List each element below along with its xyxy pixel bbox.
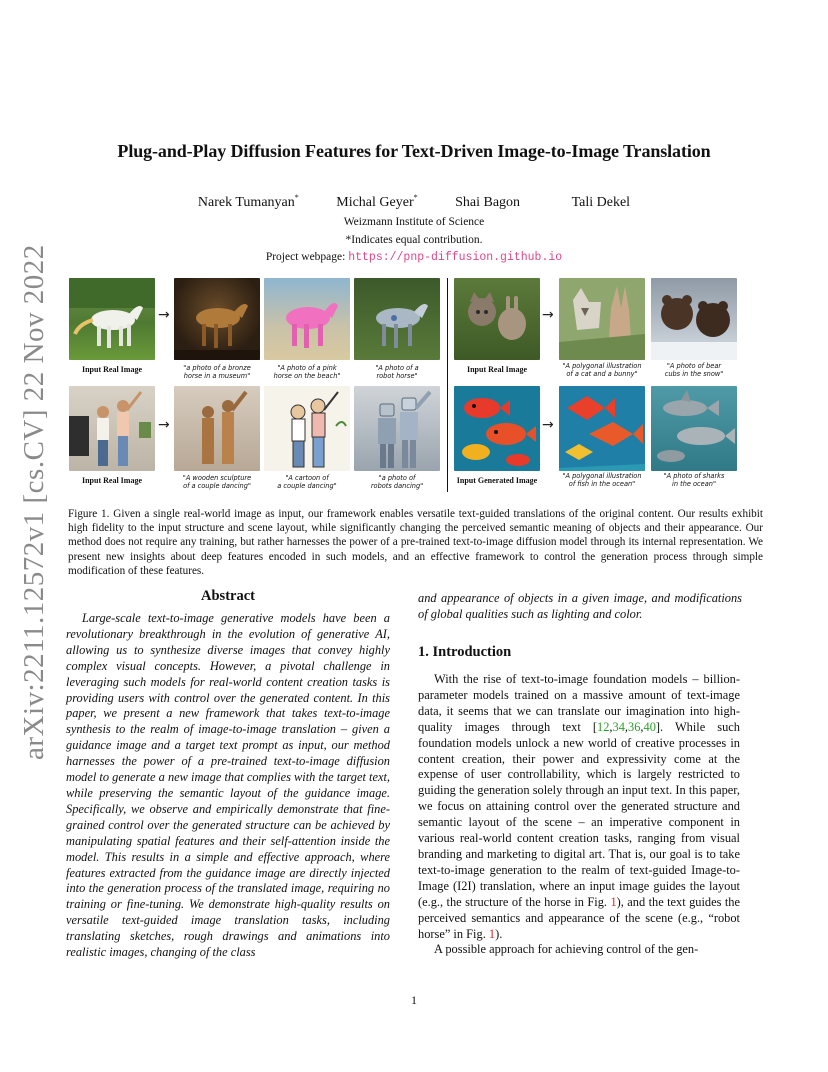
label-input-real-3: Input Real Image <box>81 476 142 485</box>
cartoon-couple-icon <box>264 386 350 471</box>
project-webpage-link[interactable]: https://pnp-diffusion.github.io <box>348 251 563 264</box>
author-1: Narek Tumanyan* <box>197 193 299 210</box>
horse-photo-icon <box>69 278 155 360</box>
wooden-sculpture-image <box>174 386 260 471</box>
author-list <box>0 193 828 211</box>
figure-ref-link[interactable]: 1 <box>488 926 496 941</box>
citation-link[interactable]: 12 <box>597 719 610 734</box>
input-horse-image <box>69 278 155 360</box>
input-fish-image <box>454 386 540 471</box>
prompt-robot-horse: "A photo of a robot horse" <box>375 364 419 380</box>
prompt-bronze-horse: "a photo of a bronze horse in a museum" <box>183 364 251 380</box>
affiliation: Weizmann Institute of Science <box>343 216 485 228</box>
arrow-icon: → <box>542 307 554 323</box>
label-input-real-1: Input Real Image <box>81 365 142 374</box>
label-input-real-2: Input Real Image <box>466 365 527 374</box>
arrow-icon: → <box>158 417 170 433</box>
author-2: Michal Geyer* <box>336 193 418 210</box>
project-webpage: Project webpage: https://pnp-diffusion.github.io <box>265 251 563 264</box>
abstract-body: Large-scale text-to-image generative models have been a revolutionary breakthrough in the evolution of generative AI, allowing us to synthesize diverse images that convey highly complex visual concepts. However, a pivotal challenge in leveraging such models for real-world content creation tasks is providing users with control over the generated content. In this paper, we present a new framework that takes text-to-image synthesis to the realm of image-to-image translation – given a guidance image and a target text prompt as input, our method harnesses the power of a pre-trained text-to-image diffusion model to generate a new image that complies with the target text, while preserving the semantic layout of the guidance image. Specifically, we observe and empirically demonstrate that fine-grained control over the generated structure can be achieved by manipulating spatial features and their self-attention inside the model. This results in a simple and effective approach, where features extracted from the guidance image are directly injected into the generation process of the translated image, requiring no training or fine-tuning. We demonstrate high-quality results on versatile text-guided image translation tasks, including translating sketches, rough drawings and animations into realistic images, changing of the class <box>66 611 390 960</box>
prompt-sharks: "A photo of sharks in the ocean" <box>663 472 725 488</box>
prompt-pink-horse: "A photo of a pink horse on the beach" <box>273 364 341 380</box>
intro-body <box>418 672 740 958</box>
intro-paragraph-2: A possible approach for achieving control of the gen- <box>434 942 699 957</box>
prompt-cartoon-couple: "A cartoon of a couple dancing" <box>277 474 337 490</box>
input-cat-bunny-image <box>454 278 540 360</box>
arrow-icon: → <box>158 307 170 323</box>
prompt-wooden-sculpture: "A wooden sculpture of a couple dancing" <box>182 474 252 490</box>
page-number: 1 <box>411 993 417 1007</box>
citation-link[interactable]: 36 <box>628 719 641 734</box>
fish-painting-icon <box>454 386 540 471</box>
polygonal-fish-icon <box>559 386 645 471</box>
pink-horse-icon <box>264 278 350 360</box>
polygonal-cat-bunny-image <box>559 278 645 360</box>
couple-photo-icon <box>69 386 155 471</box>
polygonal-fish-image <box>559 386 645 471</box>
bear-cubs-image <box>651 278 737 360</box>
pink-horse-image <box>264 278 350 360</box>
input-couple-image <box>69 386 155 471</box>
author-4: Tali Dekel <box>571 194 631 210</box>
intro-paragraph-1: With the rise of text-to-image foundation models – billion-parameter models trained on a massive amount of text-image data, it seems that we can translate our imagination into high-quality images through text [12,34,36,40]. While such foundation models unlock a new world of creative processes in content creation, their power and expressivity come at the expense of user controllability, which is largely restricted to guiding the generation solely through an input text. In this paper, we focus on attaining control over the generated structure and semantic layout of the scene – an imperative component in various real-world content creation tasks, ranging from visual branding and marketing to digital art. That is, our goal is to take text-to-image generation to the realm of text-guided Image-to-Image (I2I) translation, where an input image guides the layout (e.g., the structure of the horse in Fig. 1), and the text guides the perceived semantics and appearance of the scene (e.g., “robot horse” in Fig. 1). <box>418 672 740 941</box>
author-3: Shai Bagon <box>455 194 521 210</box>
arxiv-stamp: arXiv:2211.12572v1 [cs.CV] 22 Nov 2022 <box>18 244 50 760</box>
prompt-robots-dancing: "a photo of robots dancing" <box>370 474 424 490</box>
robot-horse-icon <box>354 278 440 360</box>
figure-divider <box>447 278 448 492</box>
cartoon-couple-image <box>264 386 350 471</box>
figure-caption: Figure 1. Given a single real-world image as input, our framework enables versatile text-guided translations of the original content. Our results exhibit high fidelity to the input structure and scene layout, while significantly changing the perceived semantic meaning of objects and their appearance. Our method does not require any training, but rather harnesses the power of a pre-trained text-to-image diffusion model through its internal representation. We present new insights about deep features encoded in such models, and an effective framework to control the generation process through simple modification of these features. <box>68 508 763 577</box>
bronze-horse-image <box>174 278 260 360</box>
robot-horse-image <box>354 278 440 360</box>
bear-cubs-icon <box>651 278 737 360</box>
polygonal-cat-bunny-icon <box>559 278 645 360</box>
paper-title: Plug-and-Play Diffusion Features for Text-Driven Image-to-Image Translation <box>117 141 711 161</box>
figure-ref-link[interactable]: 1 <box>610 894 617 909</box>
citation-link[interactable]: 34 <box>612 719 625 734</box>
sharks-icon <box>651 386 737 471</box>
sharks-image <box>651 386 737 471</box>
robots-dancing-icon <box>354 386 440 471</box>
bronze-horse-icon <box>174 278 260 360</box>
intro-heading: 1. Introduction <box>418 644 512 660</box>
abstract-heading: Abstract <box>201 588 255 604</box>
prompt-polygonal-fish: "A polygonal illustration of fish in the ocean" <box>562 472 642 488</box>
abstract-continuation: and appearance of objects in a given image, and modifications of global qualities such as lighting and color. <box>418 591 742 621</box>
cat-bunny-photo-icon <box>454 278 540 360</box>
prompt-bear-cubs: "A photo of bear cubs in the snow" <box>664 362 724 378</box>
arrow-icon: → <box>542 417 554 433</box>
label-input-generated: Input Generated Image <box>456 476 538 485</box>
wooden-couple-icon <box>174 386 260 471</box>
citation-link[interactable]: 40 <box>643 719 656 734</box>
equal-contribution-note: *Indicates equal contribution. <box>345 234 483 246</box>
robots-dancing-image <box>354 386 440 471</box>
prompt-polygonal-cat-bunny: "A polygonal illustration of a cat and a bunny" <box>562 362 642 378</box>
